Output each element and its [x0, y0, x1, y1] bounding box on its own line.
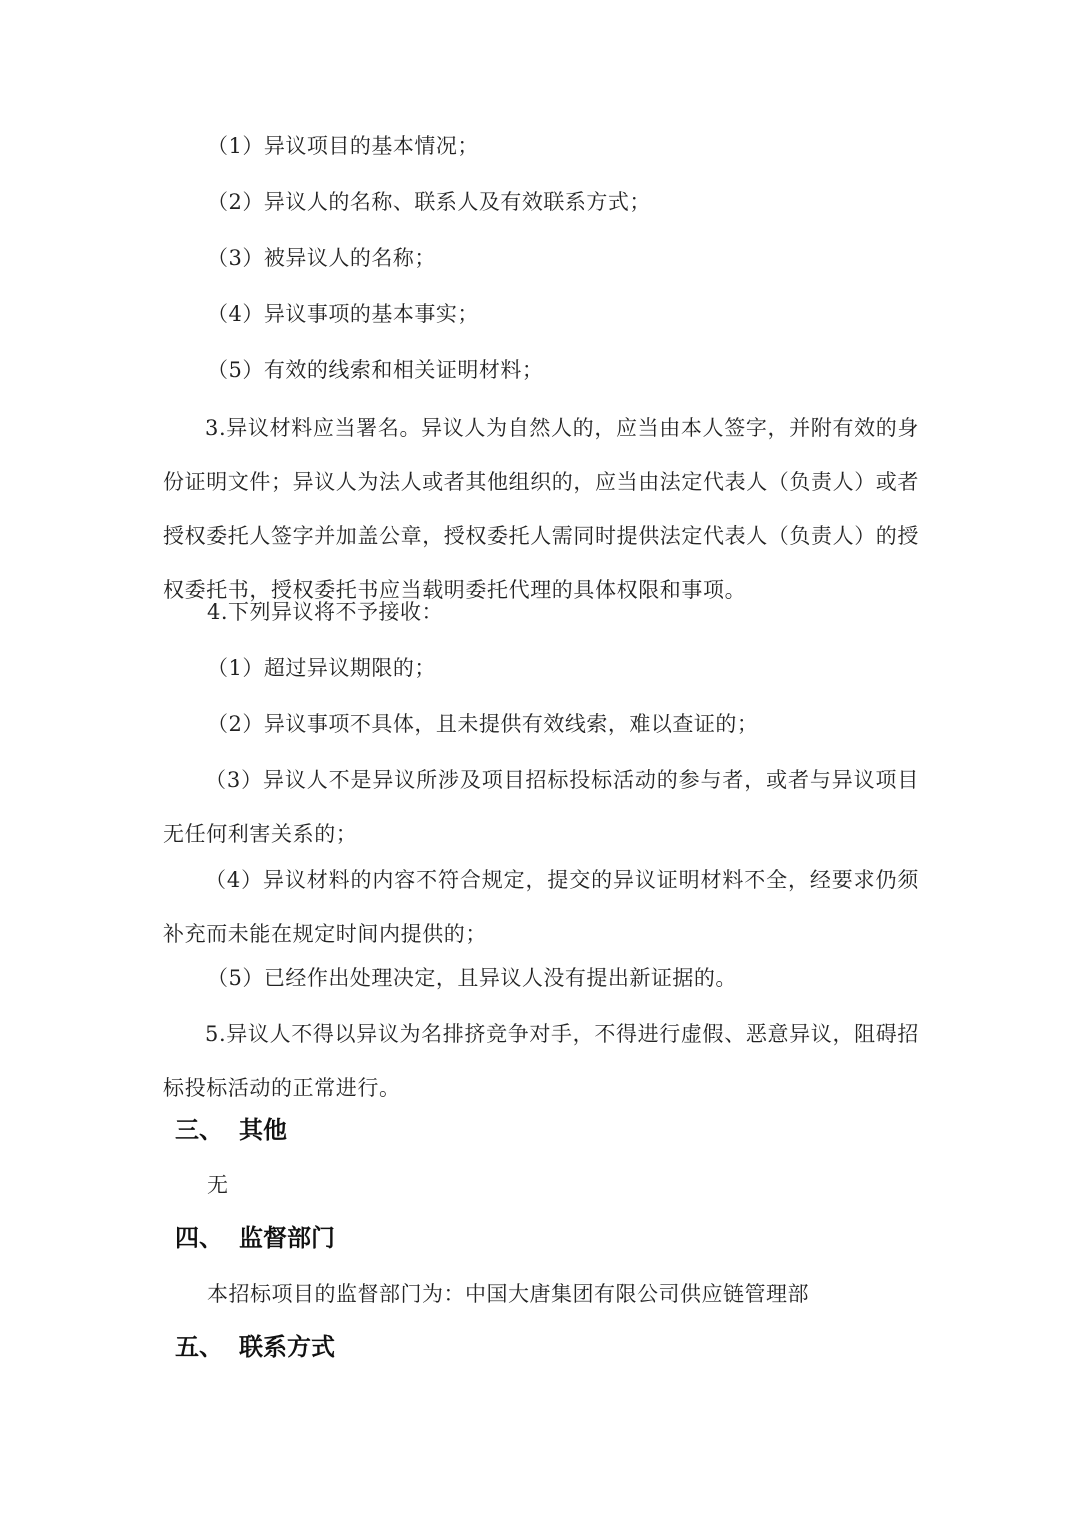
section-heading-contact [175, 1332, 335, 1362]
section-heading-supervision [175, 1223, 335, 1253]
list-item: （3）异议人不是异议所涉及项目招标投标活动的参与者，或者与异议项目无任何利害关系的； [163, 768, 919, 846]
list-item: （1）超过异议期限的； [207, 656, 436, 680]
list-item: （3）被异议人的名称； [207, 246, 436, 270]
paragraph-3: 3.异议材料应当署名。异议人为自然人的，应当由本人签字，并附有效的身份证明文件；异议人为法人或者其他组织的，应当由法定代表人（负责人）或者授权委托人签字并加盖公章，授权委托人需同时提供法定代表人（负责人）的授权委托书，授权委托书应当载明委托代理的具体权限和事项。 [163, 416, 919, 602]
paragraph-5: 5.异议人不得以异议为名排挤竞争对手，不得进行虚假、恶意异议，阻碍招标投标活动的正常进行。 [163, 1022, 919, 1100]
section-body: 本招标项目的监督部门为：中国大唐集团有限公司供应链管理部 [207, 1282, 809, 1306]
section-heading-other [175, 1115, 287, 1145]
section-title: 监督部门 [239, 1224, 335, 1252]
section-body: 无 [207, 1173, 229, 1197]
list-item: （5）有效的线索和相关证明材料； [207, 358, 544, 382]
list-item: （4）异议材料的内容不符合规定，提交的异议证明材料不全，经要求仍须补充而未能在规定时间内提供的； [163, 868, 919, 946]
paragraph-4: 4.下列异议将不予接收： [207, 600, 444, 624]
section-number: 四、 [175, 1224, 223, 1252]
list-item: （4）异议事项的基本事实； [207, 302, 479, 326]
list-item: （1）异议项目的基本情况； [207, 134, 479, 158]
list-item: （2）异议人的名称、联系人及有效联系方式； [207, 190, 651, 214]
section-title: 其他 [239, 1116, 287, 1144]
list-item: （2）异议事项不具体，且未提供有效线索，难以查证的； [207, 712, 759, 736]
section-number: 三、 [175, 1116, 223, 1144]
section-title: 联系方式 [239, 1333, 335, 1361]
section-number: 五、 [175, 1333, 223, 1361]
list-item: （5）已经作出处理决定，且异议人没有提出新证据的。 [207, 966, 737, 990]
